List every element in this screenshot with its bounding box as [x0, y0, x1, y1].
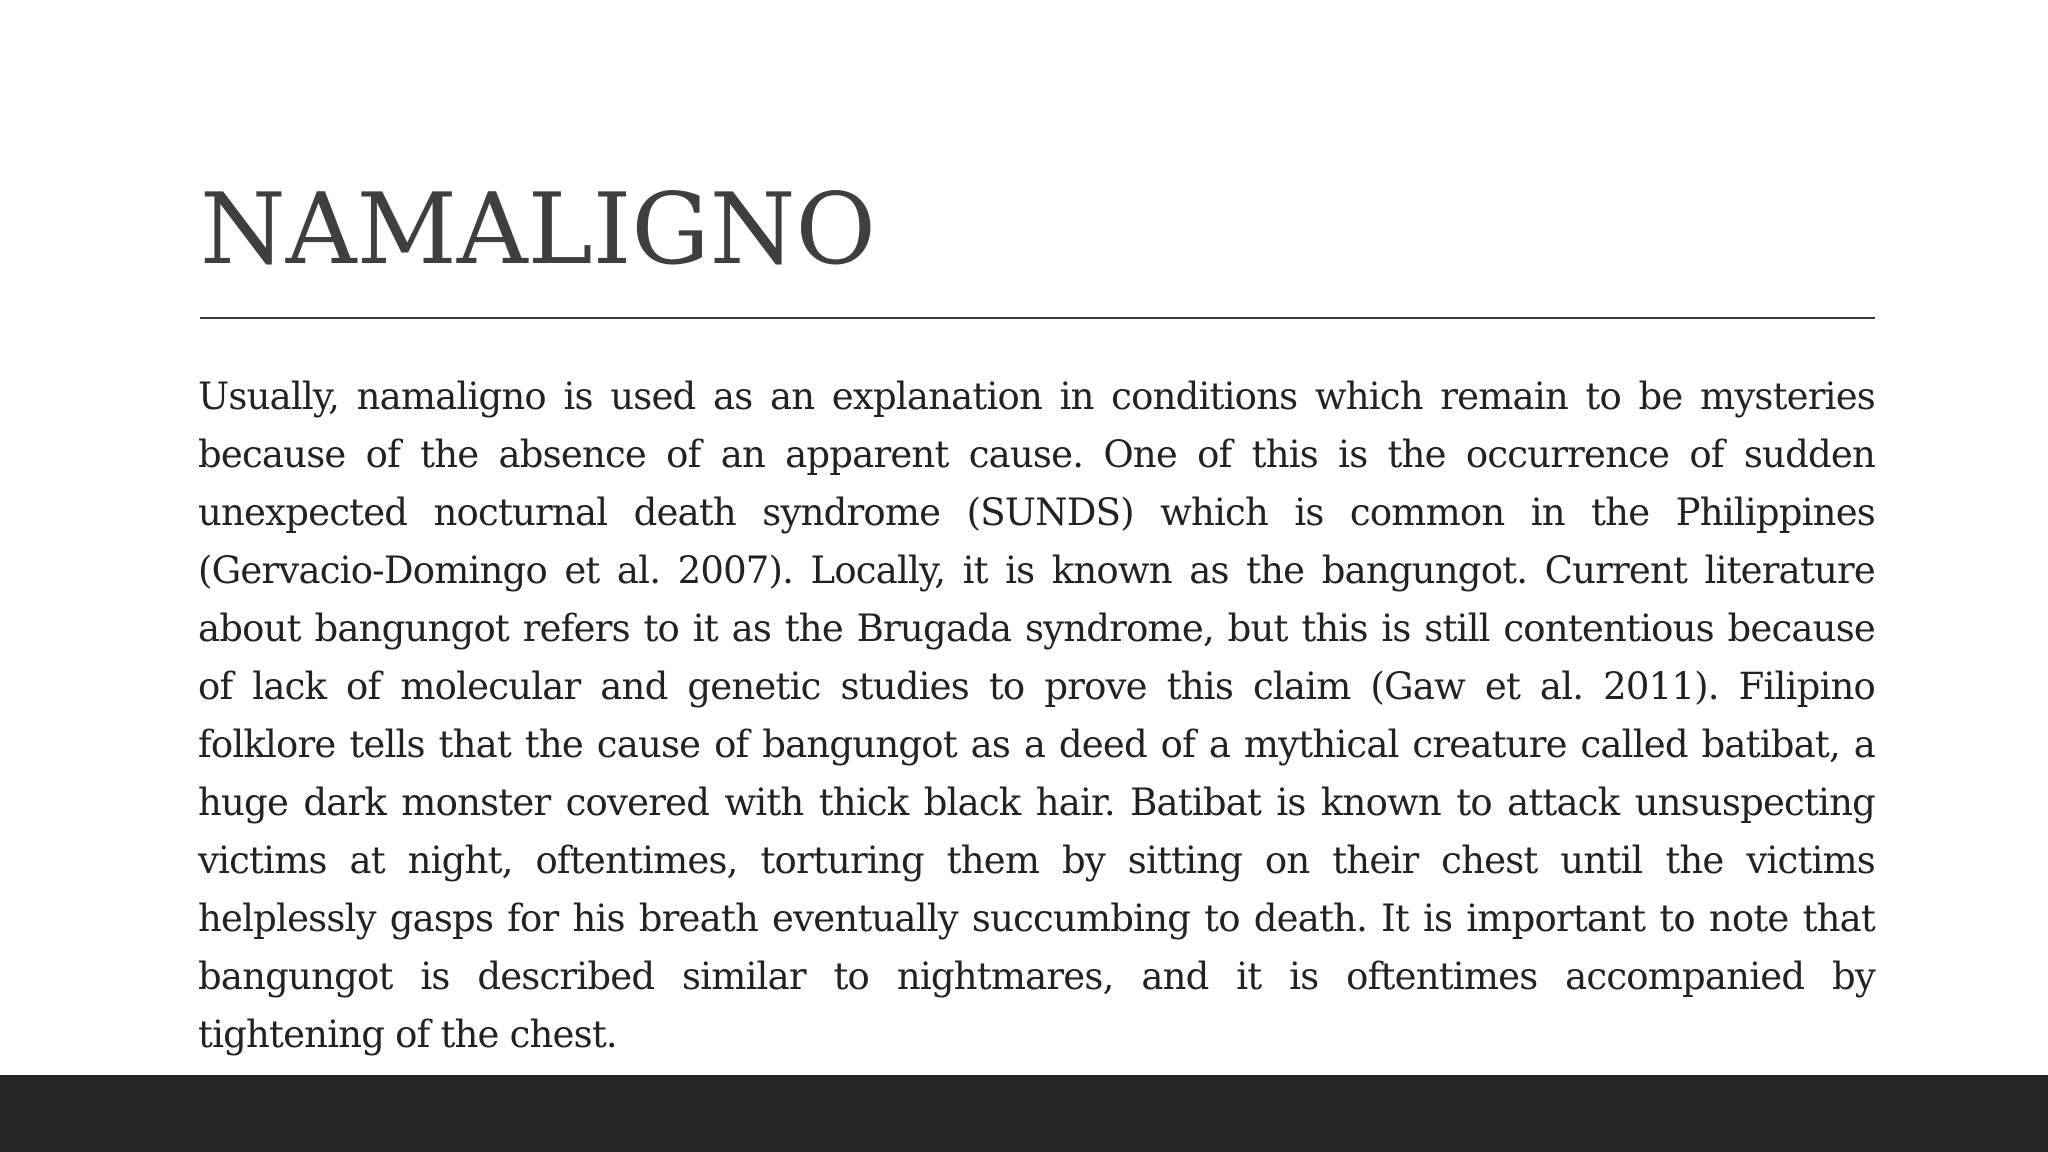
slide-title: NAMALIGNO [200, 173, 876, 287]
slide-body-text: Usually, namaligno is used as an explanation in conditions which remain to be mysteries because of the absence of an apparent cause. One of this is the occurrence of sudden unexpected nocturnal death syndrome (SUNDS) which is common in the Philippines (Gervacio-Domingo et al. 2007). Locally, it is known as the bangungot. Current literature about bangungot refers to it as the Brugada syndrome, but this is still contentious because of lack of molecular and genetic studies to prove this claim (Gaw et al. 2011). Filipino folklore tells that the cause of bangungot as a deed of a mythical creature called batibat, a huge dark monster covered with thick black hair. Batibat is known to attack unsuspecting victims at night, oftentimes, torturing them by sitting on their chest until the victims helplessly gasps for his breath eventually succumbing to death. It is important to note that bangungot is described similar to nightmares, and it is oftentimes accompanied by tightening of the chest. [198, 375, 1875, 1056]
title-divider [200, 317, 1875, 319]
footer-bar [0, 1075, 2048, 1152]
